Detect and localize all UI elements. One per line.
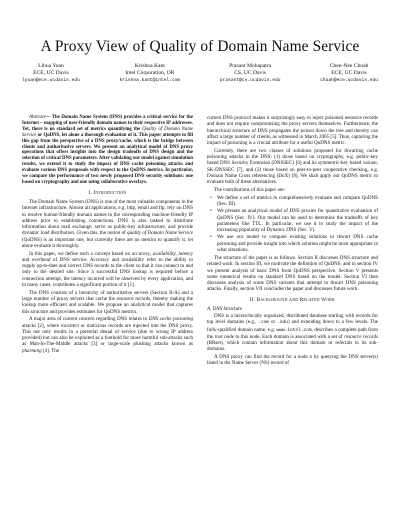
- author-affiliation: ECE, UC Davis: [331, 70, 367, 76]
- author-email: prasant@cs.ucdavis.edu: [219, 78, 281, 83]
- abstract: Abstract— The Domain Name System (DNS) provides a critical service for the Internet – mapping of user-friendly domain names to their respective IP addresses. Yet, there is no standard set of metrics quantifying the Quality of Domain Name Service or QoDNS, let alone a thorough evaluation of it. This paper attempts to fill this gap from the perspective of a DNS proxy/cache, which is the bridge between clients and authoritative servers. We present an analytical model of DNS proxy operations that offers insights into the design tradeoffs of DNS design and the selection of critical DNS parameters. After validating our model against simulation results, we extend it to study the impact of DNS cache poisoning attacks and evaluate various DNS proposals with respect to the QoDNS metrics. In particular, we compare the performance of two newly proposed DNS security solutions: one based on cryptography and one using collaborative overlays.: [22, 115, 193, 185]
- paragraph: A DNS proxy can find the record for a node n by querying the DNS server(s) listed in the Name Server (NS) record of: [207, 354, 378, 367]
- paper-title: A Proxy View of Quality of Domain Name Service: [40, 38, 360, 55]
- author-block: [320, 63, 378, 84]
- author-name: Krishna Kant: [134, 63, 165, 69]
- author-email: lyuan@ece.ucdavis.edu: [22, 78, 80, 83]
- list-item: • We use our model to compare existing solutions to thwart DNS cache poisoning and provide insight into which solution might be most appropriate in what situations.: [217, 234, 378, 253]
- paragraph: Currently, there are two classes of solutions proposed for thwarting cache poisoning attacks in the DNS: (1) those based on cryptography, e.g. public-key based DNS Security Extension (DNSSEC) [6] and its symmetric-key based variant, SK-DNSSEC [7], and (2) those based on peer-to-peer cooperative checking, e.g. Domain Name Cross referencing (DoX) [8]. We shall apply our QoDNS metric to evaluate both of these alternatives.: [207, 147, 378, 186]
- author-affiliation: ECE, UC Davis: [33, 70, 69, 76]
- list-item: • We present an analytical model of DNS proxies for quantitative evaluation of QoDNS (Sec. IV). Our model can be used to determine the tradeoffs of key parameters like TTL. In particular, we use it to study the impact of the increasing popularity of Dynamic DNS (Sec. V).: [217, 208, 378, 233]
- author-email: krishna.kant@intel.com: [119, 78, 181, 83]
- section-heading-background: II. Background and Related Work: [249, 296, 336, 303]
- author-block: [120, 63, 181, 84]
- paragraph: The DNS consists of a hierarchy of authoritative servers (Section II-A) and a large number of proxy servers that cache the resource records, thereby making the lookup more efficient and scalable. We propose an analytical model that captures this structure and provides estimates for QoDNS metrics.: [22, 289, 193, 315]
- paragraph: The Domain Name System (DNS) is one of the most valuable components in the Internet infrastructure. Almost all applications, e.g. http, email and ftp, rely on DNS to resolve human-friendly domain names to the corresponding machine-friendly IP address prior to establishing connections. DNS is also tasked to distribute information about mail exchange, serve as public-key infrastructure, and provide dynamic load distribution. Given this, the notion of quality of Domain Name Service (QoDNS) is an important one, but currently there are no metrics to quantify it, let alone evaluate it thoroughly.: [22, 199, 193, 249]
- left-column: [22, 115, 193, 356]
- author-name: Lihua Yuan: [38, 63, 64, 69]
- author-block: [220, 63, 281, 84]
- right-column: [207, 115, 378, 368]
- paragraph: DNS is a hierarchically organized, distributed database starting with records for top level domains (e.g., .com or .edu) and extending down to a few levels. The fully-qualified domain name, e.g. www.intel.com, describes a complete path from the root node to this node. Each domain is associated with a set of resource records (RRset), which contain information about this domain or referrals to its sub-domains.: [207, 313, 378, 353]
- author-affiliation: CS, UC Davis: [234, 70, 267, 76]
- contribution-list: [207, 195, 378, 253]
- subsection-heading-dns-structure: A. DNS Structure: [207, 305, 242, 312]
- paragraph: The structure of the paper is as follows. Section II discusses DNS structure and related work. In section III, we motivate the definition of QoDNS, and in section IV we present analysis of basic DNS from QoDNS perspective. Section V presents some numerical results on standard DNS based on the model. Section VI then discusses analysis of some DNS variants that attempt to thwart DNS poisoning attacks. Finally, section VII concludes the paper and discusses future work.: [207, 255, 378, 293]
- paragraph: In this paper, we define such a concept based on accuracy, availability, latency and overhead of DNS service. Accuracy and availability refer to the ability to supply up-to-date and correct DNS records to the client so that it can connect to and only to the desired site. Since a successful DNS lookup is required before a connection attempt, the latency incurred will be observed by every application, and in many cases, contributes a significant portion of it [1].: [22, 250, 193, 288]
- abstract-label: Abstract: [29, 115, 46, 120]
- author-affiliation: Intel Corporation, OR: [125, 70, 175, 76]
- author-name: Chen-Nee Chuah: [329, 63, 369, 69]
- section-heading-introduction: I. Introduction: [88, 189, 127, 196]
- paragraph: current DNS protocol makes it surprisingly easy to inject poisoned resource records and does not require compromising the proxy servers themselves. Furthermore, the hierarchical structure of DNS propagates the poison down the tree and thereby can affect a large number of clients, as witnessed in March 2005 [5]. Thus, capturing the impact of poisoning is a crucial attribute for a useful QoDNS metric.: [207, 115, 378, 146]
- list-item: • We define a set of metrics to comprehensively evaluate and compare QoDNS (Sec. III).: [217, 195, 378, 208]
- author-email: chuah@ece.ucdavis.edu: [320, 78, 378, 83]
- author-name: Prasant Mohapatra: [229, 63, 272, 69]
- author-block: [22, 63, 80, 84]
- paragraph: The contributions of this paper are:: [214, 186, 286, 193]
- paragraph: A major area of current concern regarding DNS relates to DNS cache poisoning attacks [2], where incorrect or malicious records are injected into the DNS proxy. This not only results in a potential denial of service (due to wrong IP address provided) but can also be exploited as a foothold for more harmful sub-attacks such as Man-In-The-Middle attacks [3] or large-scale phishing attacks known as pharming [4]. The: [22, 316, 194, 354]
- author-list: [22, 63, 378, 84]
